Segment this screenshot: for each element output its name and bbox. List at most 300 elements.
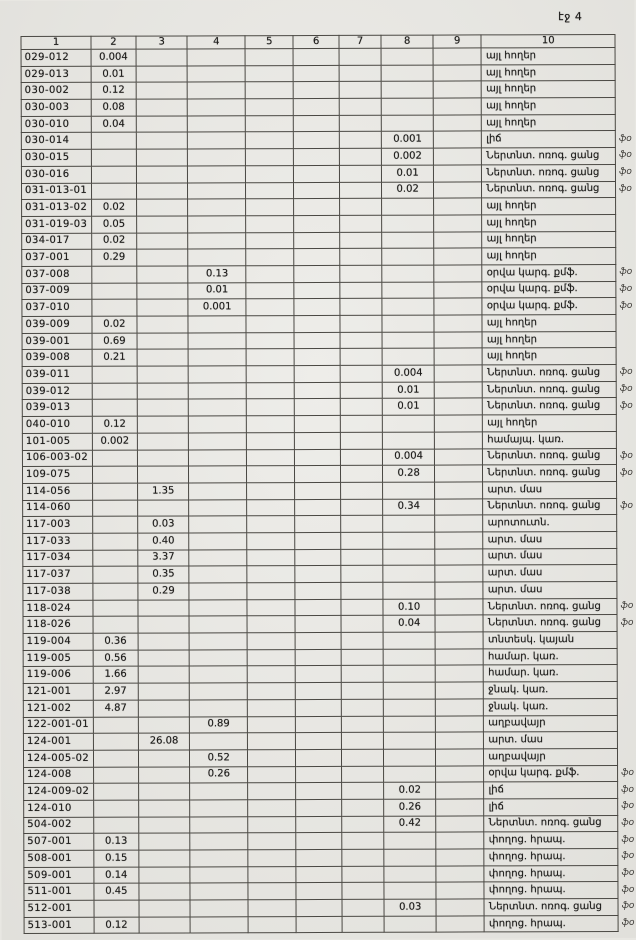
area-value-cell [383,532,435,549]
handwritten-margin-mark: ֆօ [619,183,632,194]
area-value-cell [436,832,484,849]
area-value-cell [341,616,384,633]
land-type-cell: Ներտնտ. ոռոգ. ցանց [483,598,617,615]
area-value-cell [341,766,384,783]
area-value-cell [190,850,248,867]
area-value-cell [382,98,434,115]
area-value-cell [138,633,190,650]
area-value-cell [245,115,293,132]
area-value-cell [295,616,340,633]
table-row [23,565,636,584]
area-value-cell [382,115,434,132]
area-value-cell [339,215,382,232]
land-type-cell: ջնակ. կառ. [484,682,618,699]
area-value-cell [434,448,482,465]
handwritten-margin-mark [617,481,636,498]
area-value-cell [340,265,383,282]
area-value-cell [340,349,383,366]
area-value-cell [434,265,482,282]
area-value-cell [246,165,294,182]
area-value-cell [189,466,247,483]
area-value-cell [190,666,248,683]
land-type-cell: Ներտնտ. ոռոգ. ցանց [482,148,616,165]
table-row [22,348,635,367]
area-value-cell [247,633,295,650]
area-value-cell [296,899,341,916]
area-value-cell [93,483,138,500]
area-value-cell [339,115,382,132]
land-type-cell: օրվա կարգ. քմֆ. [484,765,618,782]
area-value-cell [340,432,383,449]
area-value-cell [384,666,436,683]
area-value-cell [93,566,138,583]
area-value-cell: 0.004 [91,49,136,66]
area-value-cell: 0.29 [92,249,137,266]
area-value-cell [384,716,436,733]
area-value-cell [340,482,383,499]
area-value-cell [295,599,340,616]
area-value-cell [248,816,296,833]
area-value-cell [136,149,188,166]
area-value-cell [294,299,339,316]
land-type-cell: աղբավայր [484,748,618,765]
area-value-cell [384,766,436,783]
table-row [22,281,635,300]
table-row [23,615,636,634]
area-value-cell [435,465,483,482]
area-value-cell [190,833,248,850]
area-value-cell [296,849,341,866]
table-row [23,515,636,534]
area-value-cell [190,700,248,717]
area-value-cell [382,348,434,365]
area-value-cell: 1.66 [93,667,138,684]
parcel-code-cell: 109-075 [22,466,92,483]
area-value-cell [138,750,190,767]
area-value-cell [342,883,385,900]
table-row [23,665,636,684]
area-value-cell [136,66,188,83]
handwritten-margin-mark: ֆօ [621,817,635,828]
land-type-cell: արտ. մաս [483,565,617,582]
land-type-cell: լիճ [484,798,618,815]
land-type-cell: Ներտնտ. ոռոգ. ցանց [483,398,617,415]
area-value-cell [137,266,189,283]
area-value-cell [434,282,482,299]
area-value-cell [435,615,483,632]
area-value-cell [433,115,481,132]
area-value-cell: 0.01 [188,282,246,299]
area-value-cell [91,183,136,200]
area-value-cell [294,332,339,349]
area-value-cell [139,900,191,917]
parcel-code-cell: 030-010 [21,116,91,133]
area-value-cell [339,82,382,99]
table-row [22,465,635,484]
area-value-cell [294,115,339,132]
handwritten-margin-mark: ֆօ [618,133,632,144]
area-value-cell [246,316,294,333]
area-value-cell [295,549,340,566]
area-value-cell [138,767,190,784]
area-value-cell [246,215,294,232]
area-value-cell [137,249,189,266]
area-value-cell: 0.001 [382,132,434,149]
area-value-cell [433,148,481,165]
handwritten-margin-mark [618,732,636,749]
table-row [23,481,636,500]
parcel-code-cell: 117-034 [23,550,93,567]
area-value-cell [189,399,247,416]
table-row [21,181,634,200]
area-value-cell [341,632,384,649]
land-type-cell: ջնակ. կառ. [484,698,618,715]
area-value-cell [341,516,384,533]
handwritten-margin-mark: ֆօ [621,917,635,929]
area-value-cell: 0.28 [383,465,435,482]
area-value-cell: 0.02 [92,199,137,216]
area-value-cell [382,315,434,332]
area-value-cell [434,382,482,399]
area-value-cell: 0.14 [94,867,139,884]
area-value-cell [188,249,246,266]
parcel-code-cell: 124-009-02 [24,784,94,801]
area-value-cell [246,449,294,466]
area-value-cell [384,732,436,749]
area-value-cell [136,166,188,183]
parcel-code-cell: 039-011 [22,366,92,383]
area-value-cell [294,249,339,266]
area-value-cell [433,81,481,98]
area-value-cell [248,800,296,817]
table-row [21,114,634,133]
parcel-code-cell: 031-013-02 [22,199,92,216]
area-value-cell [295,582,340,599]
area-value-cell [295,449,340,466]
page-number-label: էջ 4 [558,10,583,24]
area-value-cell [296,799,341,816]
area-value-cell [295,466,340,483]
area-value-cell [341,532,384,549]
area-value-cell [339,65,382,82]
table-row [22,431,635,450]
handwritten-margin-mark [616,248,635,265]
area-value-cell [92,450,137,467]
area-value-cell [435,482,483,499]
area-value-cell [296,883,341,900]
area-value-cell [191,916,249,933]
handwritten-margin-mark [618,748,636,765]
parcel-code-cell: 121-001 [23,683,93,700]
area-value-cell [246,382,294,399]
area-value-cell [339,98,382,115]
parcel-code-cell: 037-009 [22,283,92,300]
land-type-cell: աղբավայր [484,715,618,732]
handwritten-margin-mark: ֆօ [619,167,632,178]
area-value-cell [296,833,341,850]
area-value-cell [382,265,434,282]
area-value-cell [247,649,295,666]
area-value-cell [384,882,436,899]
area-value-cell [93,533,138,550]
area-value-cell: 0.15 [94,850,139,867]
area-value-cell [189,483,247,500]
table-row [23,581,636,600]
area-value-cell: 0.12 [94,917,139,934]
land-type-cell: Ներտնտ. ոռոգ. ցանց [483,615,617,632]
parcel-code-cell: 119-006 [23,667,93,684]
parcel-code-cell: 040-010 [22,416,92,433]
area-value-cell: 0.04 [91,116,136,133]
area-value-cell: 0.42 [384,816,436,833]
area-value-cell [294,65,339,82]
area-value-cell [139,850,191,867]
area-value-cell [246,332,294,349]
area-value-cell [137,366,189,383]
area-value-cell [296,766,341,783]
area-value-cell [383,415,435,432]
area-value-cell [247,533,295,550]
column-header: 9 [433,35,481,48]
area-value-cell [139,867,191,884]
area-value-cell [436,899,484,916]
area-value-cell [434,298,482,315]
area-value-cell [188,82,246,99]
column-header: 8 [381,35,433,48]
area-value-cell [190,649,248,666]
area-value-cell [138,683,190,700]
table-row [24,798,636,817]
area-value-cell [433,65,481,82]
area-value-cell [247,699,295,716]
handwritten-margin-mark [617,565,636,582]
area-value-cell [248,883,296,900]
area-value-cell [434,215,482,232]
area-value-cell [189,566,247,583]
handwritten-margin-mark [617,548,636,565]
area-value-cell [342,899,385,916]
table-row [21,47,634,66]
parcel-code-cell: 124-001 [23,733,93,750]
area-value-cell [137,416,189,433]
area-value-cell [248,766,296,783]
handwritten-margin-mark: ֆօ [620,617,634,628]
area-value-cell [340,249,383,266]
area-value-cell [136,216,188,233]
area-value-cell [190,683,248,700]
table-row [23,682,636,701]
parcel-code-cell: 029-012 [21,49,91,66]
area-value-cell [384,916,436,933]
land-type-cell: Ներտնտ. ոռոգ. ցանց [483,448,617,465]
area-value-cell: 0.13 [188,266,246,283]
area-value-cell [341,566,384,583]
area-value-cell: 0.13 [94,833,139,850]
area-value-cell [383,632,435,649]
area-value-cell [246,199,294,216]
area-value-cell [188,99,246,116]
land-type-cell: փողոց. հրապ. [484,915,618,932]
area-value-cell [92,266,137,283]
land-type-cell: այլ հողեր [482,98,616,115]
land-type-cell: Ներտնտ. ոռոգ. ցանց [484,899,618,916]
handwritten-margin-mark [616,331,635,348]
area-value-cell: 0.01 [382,165,434,182]
area-value-cell [339,182,382,199]
handwritten-margin-mark: ֆօ [619,267,633,278]
area-value-cell [341,582,384,599]
land-type-cell: արտ. մաս [484,732,618,749]
land-type-cell: այլ հողեր [481,64,615,81]
area-value-cell [136,199,188,216]
area-value-cell: 0.21 [92,350,137,367]
handwritten-margin-mark: ֆօ [621,801,635,812]
area-value-cell [339,165,382,182]
area-value-cell [383,432,435,449]
parcel-code-cell: 509-001 [24,867,94,884]
area-value-cell [382,215,434,232]
area-value-cell [296,699,341,716]
land-type-cell: այլ հողեր [481,47,615,64]
area-value-cell [93,516,138,533]
area-value-cell [296,683,341,700]
handwritten-margin-mark [617,665,636,682]
area-value-cell [294,265,339,282]
area-value-cell [341,716,384,733]
land-type-cell: այլ հողեր [482,331,616,348]
area-value-cell [434,398,482,415]
parcel-code-cell: 124-005-02 [23,750,93,767]
area-value-cell [246,266,294,283]
column-header: 10 [481,34,615,47]
area-value-cell [136,233,188,250]
table-row [22,331,635,350]
area-value-cell [342,799,385,816]
area-value-cell [137,466,189,483]
area-value-cell [190,633,248,650]
parcel-code-cell: 117-033 [23,533,93,550]
area-value-cell [339,198,382,215]
area-value-cell [435,732,483,749]
parcel-code-cell: 117-037 [23,567,93,584]
area-value-cell [137,333,189,350]
area-value-cell [296,816,341,833]
area-value-cell [383,482,435,499]
area-value-cell [248,866,296,883]
handwritten-margin-mark: ֆօ [621,867,635,878]
area-value-cell [294,182,339,199]
area-value-cell [340,282,383,299]
area-value-cell [92,283,137,300]
area-value-cell: 0.34 [383,499,435,516]
handwritten-margin-mark: ֆօ [621,784,635,795]
parcel-code-cell: 121-002 [23,700,93,717]
area-value-cell [435,565,483,582]
area-value-cell [295,365,340,382]
land-type-cell: համար. կառ. [484,648,618,665]
area-value-cell [435,532,483,549]
table-row [22,448,635,467]
handwritten-margin-mark [616,198,635,215]
area-value-cell: 0.002 [382,148,434,165]
area-value-cell [435,699,483,716]
land-type-cell: լիճ [482,131,616,148]
area-value-cell [383,549,435,566]
area-value-cell [246,432,294,449]
handwritten-margin-mark [617,648,636,665]
handwritten-margin-mark: ֆօ [621,884,635,895]
land-type-cell: Ներտնտ. ոռոգ. ցանց [483,365,617,382]
area-value-cell: 0.01 [383,382,435,399]
area-value-cell [138,800,190,817]
area-value-cell [246,232,294,249]
column-header: 5 [245,36,293,49]
area-value-cell [435,749,483,766]
parcel-code-cell: 029-013 [21,66,91,83]
area-value-cell [248,916,296,933]
table-row [22,248,635,267]
table-row [22,381,635,400]
handwritten-margin-mark: ֆօ [619,150,632,161]
land-type-cell: արտ. մաս [483,548,617,565]
area-value-cell [247,666,295,683]
table-row [23,748,636,767]
table-row [24,832,636,851]
area-value-cell [93,600,138,617]
area-value-cell [434,231,482,248]
parcel-code-cell: 037-001 [22,250,92,267]
area-value-cell [341,699,384,716]
area-value-cell [93,617,138,634]
area-value-cell [340,382,383,399]
area-value-cell [295,382,340,399]
area-value-cell [435,549,483,566]
area-value-cell [246,249,294,266]
handwritten-margin-mark [616,314,635,331]
area-value-cell [138,817,190,834]
area-value-cell [247,566,295,583]
parcel-code-cell: 034-017 [22,233,92,250]
land-type-cell: այլ հողեր [482,114,616,131]
land-type-cell: փողոց. հրապ. [484,865,618,882]
area-value-cell: 1.35 [137,483,189,500]
area-value-cell [435,649,483,666]
table-row [23,732,636,751]
area-value-cell [246,299,294,316]
table-row [23,698,636,717]
table-row [24,765,636,784]
parcel-code-cell: 114-060 [23,500,93,517]
area-value-cell [247,583,295,600]
parcel-code-cell: 039-008 [22,350,92,367]
area-value-cell [138,666,190,683]
area-value-cell [248,749,296,766]
handwritten-margin-mark [617,631,636,648]
land-type-cell: Ներտնտ. ոռոգ. ցանց [482,181,616,198]
area-value-cell [296,733,341,750]
area-value-cell [247,549,295,566]
area-value-cell [136,82,188,99]
area-value-cell [137,299,189,316]
land-type-cell: այլ հողեր [482,231,616,248]
area-value-cell [137,500,189,517]
area-value-cell [136,49,188,66]
handwritten-margin-mark [616,415,635,432]
area-value-cell [137,316,189,333]
area-value-cell [138,616,190,633]
area-value-cell [91,166,136,183]
area-value-cell [341,783,384,800]
